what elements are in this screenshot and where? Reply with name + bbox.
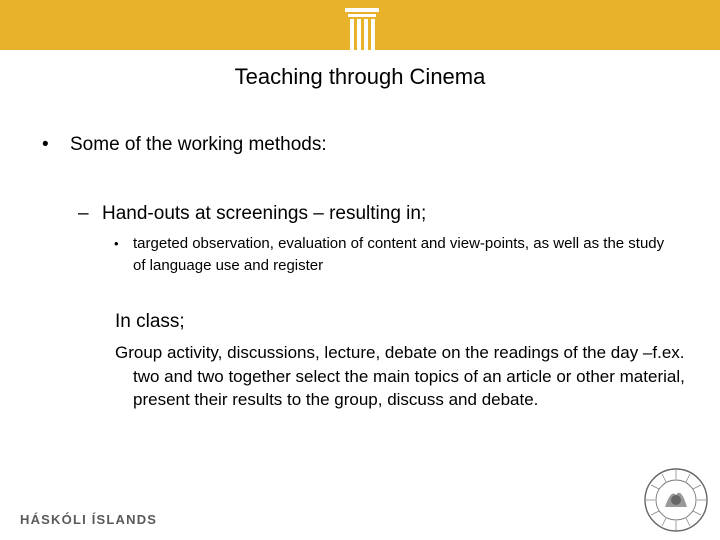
bullet-marker: • — [42, 134, 49, 155]
bullet-level2-text: Hand-outs at screenings – resulting in; — [102, 203, 427, 224]
dash-marker: – — [78, 203, 89, 224]
bullet-level1-text: Some of the working methods: — [70, 134, 327, 155]
university-seal-icon — [643, 467, 709, 533]
university-building-icon — [345, 8, 379, 50]
sub-bullet-marker: • — [114, 236, 119, 251]
in-class-label: In class; — [115, 311, 185, 332]
footer-university-logo: HÁSKÓLI ÍSLANDS — [20, 512, 158, 527]
in-class-paragraph: Group activity, discussions, lecture, debate on the readings of the day –f.ex. two and two together select the main topics of an article or other material, present their results to the group, discuss and debate. — [115, 343, 685, 409]
bullet-level3-text: targeted observation, evaluation of content and view-points, as well as the study of language use and register — [133, 235, 665, 274]
slide-title: Teaching through Cinema — [234, 64, 486, 89]
